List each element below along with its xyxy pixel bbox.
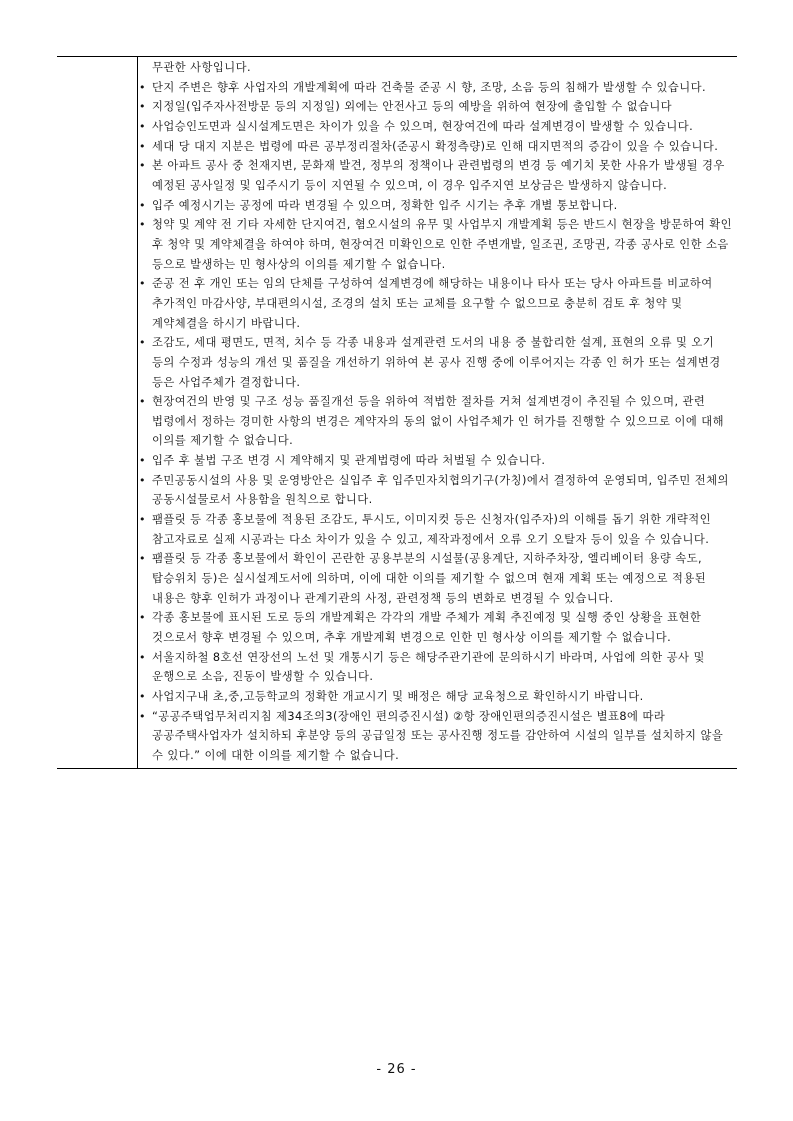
notice-text: 준공 전 후 개인 또는 임의 단체를 구성하여 설계변경에 해당하는 내용이나 타사 또는 당사 아파트를 비교하여 추가적인 마감사양, 부대편의시설, 조경의 설치 또는 교체를 요구할 수 없으므로 충분히 검토 후 청약 및 계약체결을 하시기 바랍니다.	[152, 277, 713, 330]
notice-text: 조감도, 세대 평면도, 면적, 치수 등 각종 내용과 설계관련 도서의 내용 중 불합리한 설계, 표현의 오류 및 오기 등의 수정과 성능의 개선 및 품질을 개선하기 위하여 본 공사 진행 중에 이루어지는 각종 인 허가 또는 설계변경 등은 사업주체가 결정합니다.	[152, 336, 721, 389]
notice-item	[138, 97, 737, 117]
notice-item	[138, 707, 737, 766]
notice-text: 각종 홍보물에 표시된 도로 등의 개발계획은 각각의 개발 주체가 계획 추진예정 및 실행 중인 상황을 표현한 것으로서 향후 변경될 수 있으며, 추후 개발계획 변경으로 인한 민 형사상 이의를 제기할 수 없습니다.	[152, 611, 702, 645]
notice-text: 팸플릿 등 각종 홍보물에서 확인이 곤란한 공용부분의 시설물(공용계단, 지하주차장, 엘리베이터 용량 속도, 탑승위치 등)은 실시설계도서에 의하며, 이에 대한 이의를 제기할 수 없으며 현재 계획 또는 예정으로 적용된 내용은 향후 인허가 과정이나 관계기관의 사정, 관련정책 등의 변화로 변경될 수 있습니다.	[152, 552, 707, 605]
notice-item	[138, 510, 737, 549]
notice-text: 서울지하철 8호선 연장선의 노선 및 개통시기 등은 해당주관기관에 문의하시기 바라며, 사업에 의한 공사 및 운행으로 소음, 진동이 발생할 수 있습니다.	[152, 650, 705, 684]
notice-item	[138, 549, 737, 608]
bullet-icon: •	[139, 277, 146, 291]
notice-text: 사업승인도면과 실시설계도면은 차이가 있을 수 있으며, 현장여건에 따라 설계변경이 발생할 수 있습니다.	[152, 119, 694, 133]
notice-item	[138, 156, 737, 195]
notice-item	[138, 78, 737, 98]
bullet-icon: •	[139, 218, 146, 232]
notice-text: 세대 당 대지 지분은 법령에 따른 공부정리절차(준공시 확정측량)로 인해 대지면적의 증감이 있을 수 있습니다.	[152, 139, 719, 153]
notice-item	[138, 687, 737, 707]
notice-item	[138, 137, 737, 157]
bullet-icon: •	[139, 513, 146, 527]
bullet-icon: •	[139, 611, 146, 625]
bullet-icon: •	[139, 552, 146, 566]
notice-text: 본 아파트 공사 중 천재지변, 문화재 발견, 정부의 정책이나 관련법령의 변경 등 예기치 못한 사유가 발생될 경우 예정된 공사일정 및 입주시기 등이 지연될 수 있으며, 이 경우 입주지연 보상금은 발생하지 않습니다.	[152, 159, 725, 192]
notice-text: 입주 후 불법 구조 변경 시 계약해지 및 관계법령에 따라 처벌될 수 있습니다.	[152, 454, 546, 468]
notice-item	[138, 196, 737, 216]
notice-item	[138, 333, 737, 392]
notice-text: 주민공동시설의 사용 및 운영방안은 실입주 후 입주민자치협의기구(가칭)에서 결정하여 운영되며, 입주민 전체의 공동시설물로서 사용함을 원칙으로 합니다.	[152, 473, 729, 507]
notice-item	[138, 451, 737, 471]
notice-item	[138, 392, 737, 451]
bullet-icon: •	[139, 690, 146, 703]
notice-item	[138, 215, 737, 274]
bullet-icon: •	[139, 80, 146, 94]
bullet-icon: •	[139, 119, 146, 133]
notice-list	[138, 78, 737, 766]
notice-text: 지정일(입주자사전방문 등의 지정일) 외에는 안전사고 등의 예방을 위하여 현장에 출입할 수 없습니다	[152, 100, 673, 114]
bullet-icon: •	[139, 454, 146, 468]
bullet-icon: •	[139, 198, 146, 212]
notice-column	[138, 57, 738, 769]
notice-text: 청약 및 계약 전 기타 자세한 단지여건, 혐오시설의 유무 및 사업부지 개발계획 등은 반드시 현장을 방문하여 확인 후 청약 및 계약체결을 하여야 하며, 현장여건 미확인으로 인한 주변개발, 일조권, 조망권, 각종 공사로 인한 소음 등으로 발생하는 민 형사상의 이의를 제기할 수 없습니다.	[152, 218, 733, 271]
notice-item	[138, 471, 737, 510]
notice-continuation: 무관한 사항입니다.	[152, 61, 251, 74]
notice-text: 현장여건의 반영 및 구조 성능 품질개선 등을 위하여 적법한 절차를 거쳐 설계변경이 추진될 수 있으며, 관련 법령에서 정하는 경미한 사항의 변경은 계약자의 동의 없이 사업주체가 인 허가를 진행할 수 있으므로 이에 대해 이의를 제기할 수 없습니다.	[152, 395, 724, 448]
bullet-icon: •	[139, 395, 146, 409]
bullet-icon: •	[139, 709, 146, 723]
notice-text: “공공주택업무처리지침 제34조의3(장애인 편의증진시설) ②항 장애인편의증진시설은 별표8에 따라 공공주택사업자가 설치하되 후분양 등의 공급일정 또는 공사진행 정도를 감안하여 시설의 일부를 설치하지 않을 수 있다.” 이에 대한 이의를 제기할 수 없습니다.	[152, 709, 724, 762]
bullet-icon: •	[139, 100, 146, 114]
notice-item	[138, 608, 737, 647]
page-number: - 26 -	[376, 1062, 417, 1077]
notice-item	[138, 648, 737, 687]
bullet-icon: •	[139, 159, 146, 173]
bullet-icon: •	[139, 650, 146, 664]
notice-text: 입주 예정시기는 공정에 따라 변경될 수 있으며, 정확한 입주 시기는 추후 개별 통보합니다.	[152, 198, 618, 212]
notice-text: 단지 주변은 향후 사업자의 개발계획에 따라 건축물 준공 시 향, 조망, 소음 등의 침해가 발생할 수 있습니다.	[152, 80, 707, 94]
label-column	[57, 57, 138, 769]
notice-text: 팸플릿 등 각종 홍보물에 적용된 조감도, 투시도, 이미지컷 등은 신청자(입주자)의 이해를 돕기 위한 개략적인 참고자료로 실제 시공과는 다소 차이가 있을 수 있고, 제작과정에서 오류 오기 오탈자 등이 있을 수 있습니다.	[152, 513, 711, 546]
notice-item	[138, 117, 737, 137]
notice-item	[138, 274, 737, 333]
bullet-icon: •	[139, 473, 146, 487]
bullet-icon: •	[139, 336, 146, 350]
bullet-icon: •	[139, 139, 146, 153]
notice-text: 사업지구내 초,중,고등학교의 정확한 개교시기 및 배정은 해당 교육청으로 확인하시기 바랍니다.	[152, 690, 644, 703]
notice-table	[57, 56, 737, 769]
